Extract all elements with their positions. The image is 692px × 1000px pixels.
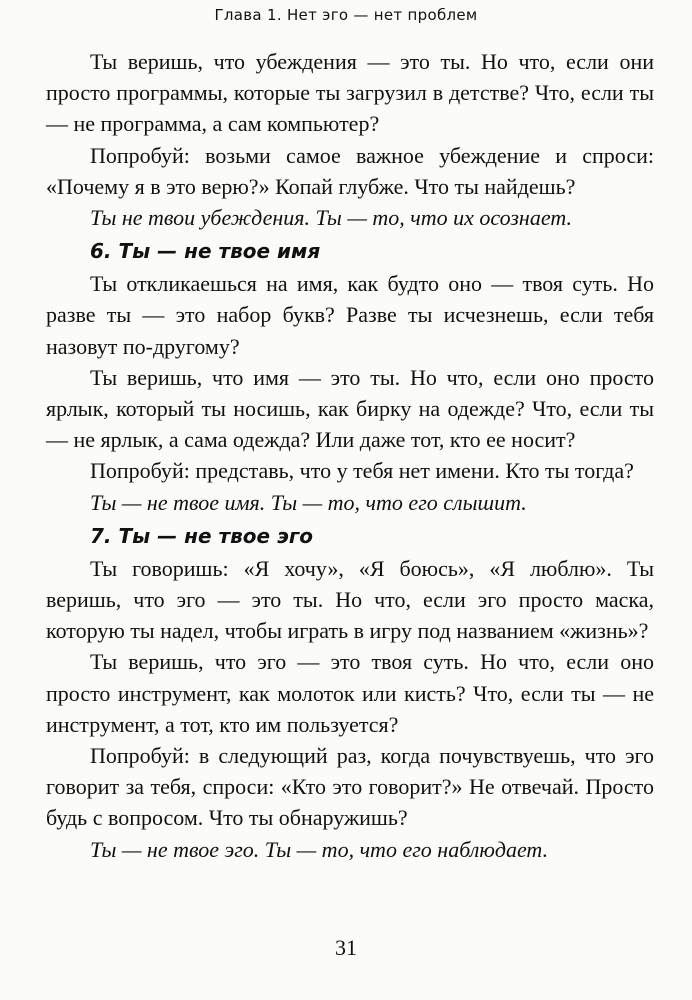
- section-beliefs: [46, 46, 654, 233]
- paragraph: Ты веришь, что убеждения — это ты. Но что, если они просто программы, которые ты загрузил в детстве? Что, если ты — не программа, а сам компьютер?: [46, 49, 654, 137]
- section-ego: [46, 522, 654, 865]
- paragraph: Попробуй: представь, что у тебя нет имени. Кто ты тогда?: [90, 458, 634, 484]
- section-conclusion: Ты — не твое имя. Ты — то, что его слышит.: [90, 489, 527, 515]
- page-number: 31: [335, 935, 357, 960]
- paragraph: Попробуй: в следующий раз, когда почувствуешь, что эго говорит за тебя, спроси: «Кто это говорит?» Не отвечай. Просто будь с вопросом. Что ты обнаружишь?: [46, 743, 654, 831]
- paragraph: Ты откликаешься на имя, как будто оно — твоя суть. Но разве ты — это набор букв? Разве ты исчезнешь, если тебя назовут по-другому?: [46, 271, 654, 359]
- section-name: [46, 237, 654, 518]
- section-conclusion: Ты — не твое эго. Ты — то, что его наблюдает.: [90, 836, 549, 862]
- section-heading: 6. Ты — не твое имя: [90, 239, 321, 264]
- page-content: [46, 46, 654, 865]
- paragraph: Попробуй: возьми самое важное убеждение и спроси: «Почему я в это верю?» Копай глубже. Что ты найдешь?: [46, 142, 654, 199]
- section-conclusion: Ты не твои убеждения. Ты — то, что их осознает.: [90, 205, 572, 231]
- running-header: Глава 1. Нет эго — нет проблем: [214, 6, 478, 24]
- paragraph: Ты веришь, что эго — это твоя суть. Но что, если оно просто инструмент, как молоток или кисть? Что, если ты — не инструмент, а тот, кто им пользуется?: [46, 649, 654, 737]
- section-heading: 7. Ты — не твое эго: [90, 523, 314, 548]
- paragraph: Ты веришь, что имя — это ты. Но что, если оно просто ярлык, который ты носишь, как бирку на одежде? Что, если ты — не ярлык, а сама одежда? Или даже тот, кто ее носит?: [46, 364, 654, 453]
- paragraph: Ты говоришь: «Я хочу», «Я боюсь», «Я люблю». Ты веришь, что эго — это ты. Но что, если эго просто маска, которую ты надел, чтобы играть в игру под названием «жизнь»?: [46, 555, 654, 644]
